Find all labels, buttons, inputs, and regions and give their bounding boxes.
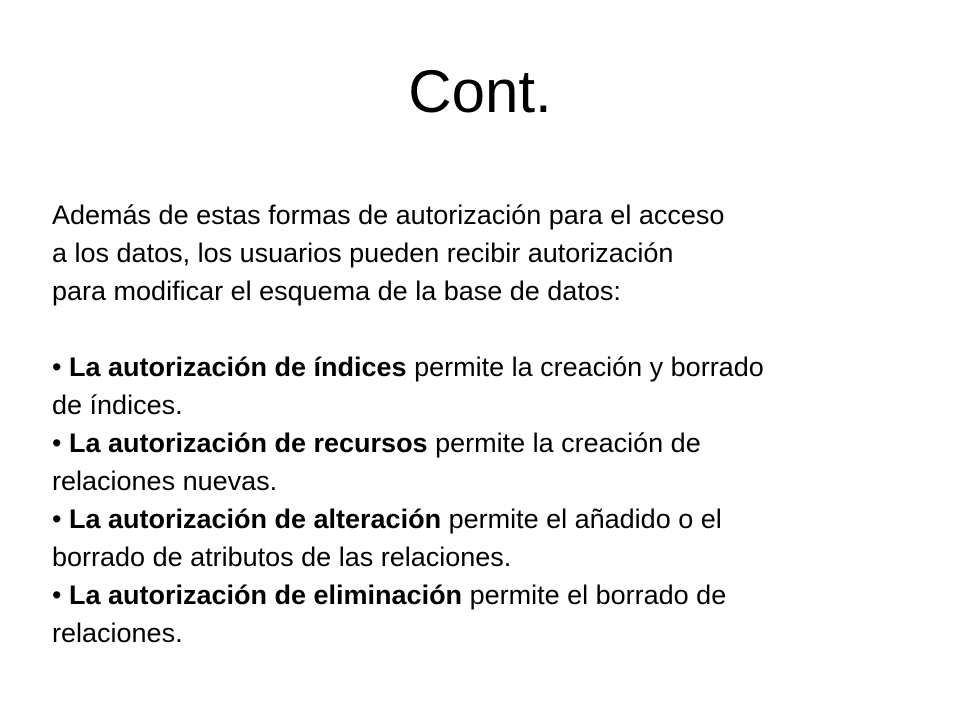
bullet-continuation: borrado de atributos de las relaciones. bbox=[52, 542, 512, 572]
bullet-continuation: de índices. bbox=[52, 390, 183, 420]
bullet-term: La autorización de recursos bbox=[68, 428, 428, 458]
bullet-continuation: relaciones nuevas. bbox=[52, 466, 278, 496]
bullet-term: La autorización de alteración bbox=[68, 504, 442, 534]
bullet-item-indices bbox=[52, 348, 912, 424]
bullet-continuation: relaciones. bbox=[52, 618, 183, 648]
bullet-description: permite la creación y borrado bbox=[406, 352, 764, 382]
bullet-list bbox=[52, 348, 912, 652]
bullet-item-alteracion bbox=[52, 500, 912, 576]
bullet-marker: • bbox=[52, 428, 62, 458]
bullet-first-line bbox=[52, 500, 912, 538]
bullet-term: La autorización de eliminación bbox=[68, 580, 463, 610]
bullet-marker: • bbox=[52, 504, 62, 534]
slide-body bbox=[52, 196, 912, 652]
bullet-term: La autorización de índices bbox=[68, 352, 407, 382]
intro-line: Además de estas formas de autorización para el acceso bbox=[52, 200, 725, 230]
intro-line: para modificar el esquema de la base de datos: bbox=[52, 276, 621, 306]
slide-title: Cont. bbox=[408, 58, 552, 125]
paragraph-spacer bbox=[52, 310, 912, 348]
bullet-first-line bbox=[52, 576, 912, 614]
bullet-first-line bbox=[52, 348, 912, 386]
bullet-first-line bbox=[52, 424, 912, 462]
bullet-marker: • bbox=[52, 580, 62, 610]
bullet-description: permite el añadido o el bbox=[441, 504, 722, 534]
bullet-item-eliminacion bbox=[52, 576, 912, 652]
bullet-description: permite el borrado de bbox=[462, 580, 727, 610]
bullet-item-recursos bbox=[52, 424, 912, 500]
intro-line: a los datos, los usuarios pueden recibir autorización bbox=[52, 238, 674, 268]
bullet-description: permite la creación de bbox=[427, 428, 701, 458]
intro-paragraph bbox=[52, 196, 912, 310]
bullet-marker: • bbox=[52, 352, 62, 382]
